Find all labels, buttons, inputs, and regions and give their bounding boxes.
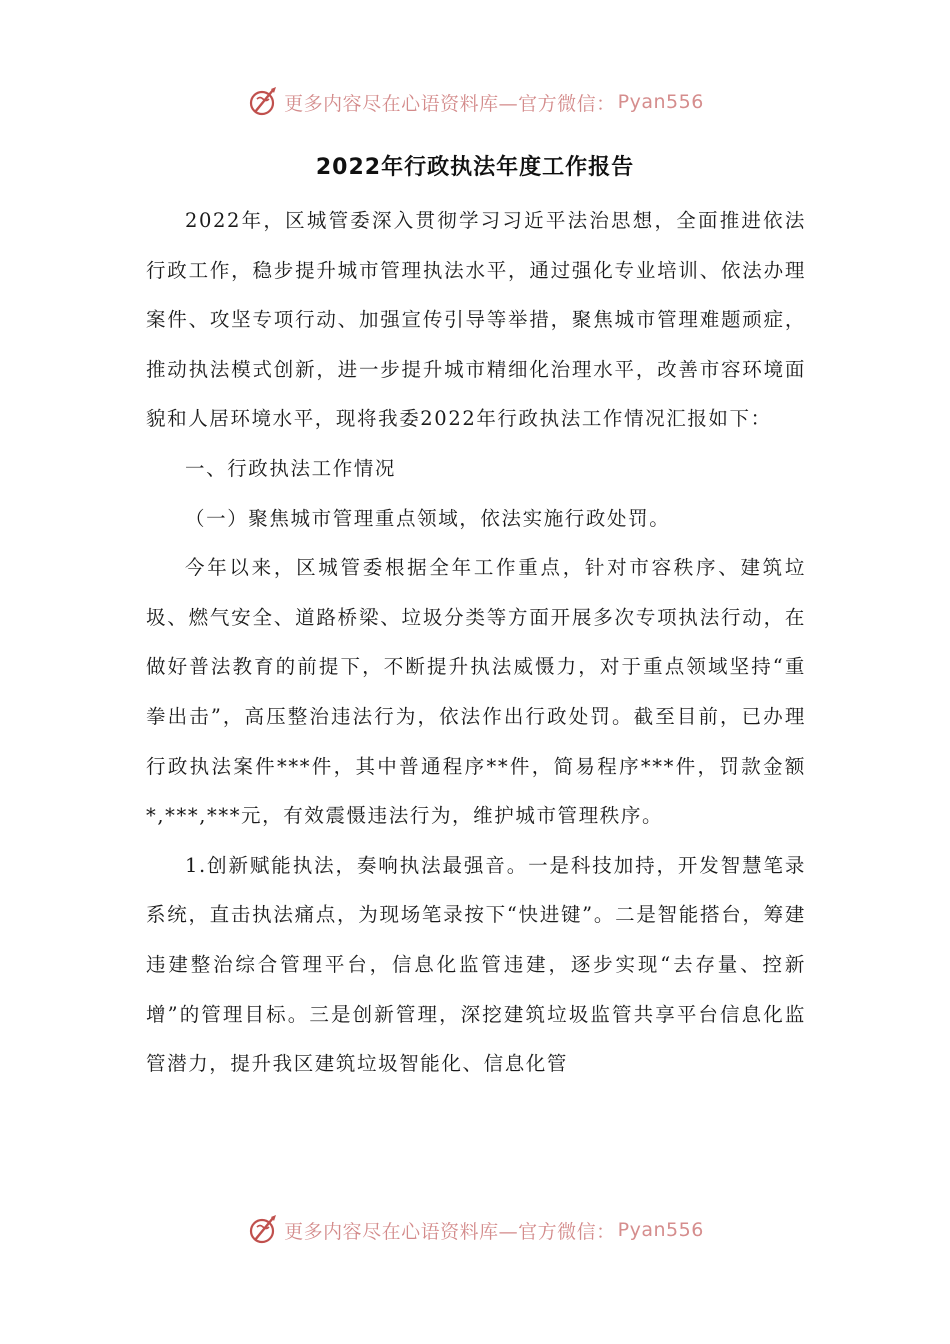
pen-logo-icon [246, 85, 280, 119]
watermark-wechat-id: Pyan556 [617, 1219, 704, 1241]
watermark-text: 更多内容尽在心语资料库—官方微信： [284, 1220, 616, 1243]
document-title: 2022年行政执法年度工作报告 [315, 155, 635, 180]
watermark-wechat-id: Pyan556 [617, 91, 704, 113]
document-body [146, 196, 806, 1089]
header-watermark [0, 82, 950, 122]
intro-paragraph: 2022年，区城管委深入贯彻学习习近平法治思想，全面推进依法行政工作，稳步提升城市管理执法水平，通过强化专业培训、依法办理案件、攻坚专项行动、加强宣传引导等举措，聚焦城市管理难题顽症，推动执法模式创新，进一步提升城市精细化治理水平，改善市容环境面貌和人居环境水平，现将我委2022年行政执法工作情况汇报如下： [146, 209, 806, 431]
body-paragraph: 1.创新赋能执法，奏响执法最强音。一是科技加持，开发智慧笔录系统，直击执法痛点，为现场笔录按下“快进键”。二是智能搭台，筹建违建整治综合管理平台，信息化监管违建，逐步实现“去存量、控新增”的管理目标。三是创新管理，深挖建筑垃圾监管共享平台信息化监管潜力，提升我区建筑垃圾智能化、信息化管 [146, 853, 806, 1076]
body-paragraph: 今年以来，区城管委根据全年工作重点，针对市容秩序、建筑垃圾、燃气安全、道路桥梁、垃圾分类等方面开展多次专项执法行动，在做好普法教育的前提下，不断提升执法威慑力，对于重点领域坚持“重拳出击”，高压整治违法行为，依法作出行政处罚。截至目前，已办理行政执法案件***件，其中普通程序**件，简易程序***件，罚款金额*,***,***元，有效震慑违法行为，维护城市管理秩序。 [146, 556, 806, 828]
pen-logo-icon [246, 1213, 280, 1247]
subsection-heading: （一）聚焦城市管理重点领域，依法实施行政处罚。 [185, 506, 671, 530]
footer-watermark [0, 1210, 950, 1250]
section-heading: 一、行政执法工作情况 [185, 456, 397, 480]
watermark-text: 更多内容尽在心语资料库—官方微信： [284, 92, 616, 115]
